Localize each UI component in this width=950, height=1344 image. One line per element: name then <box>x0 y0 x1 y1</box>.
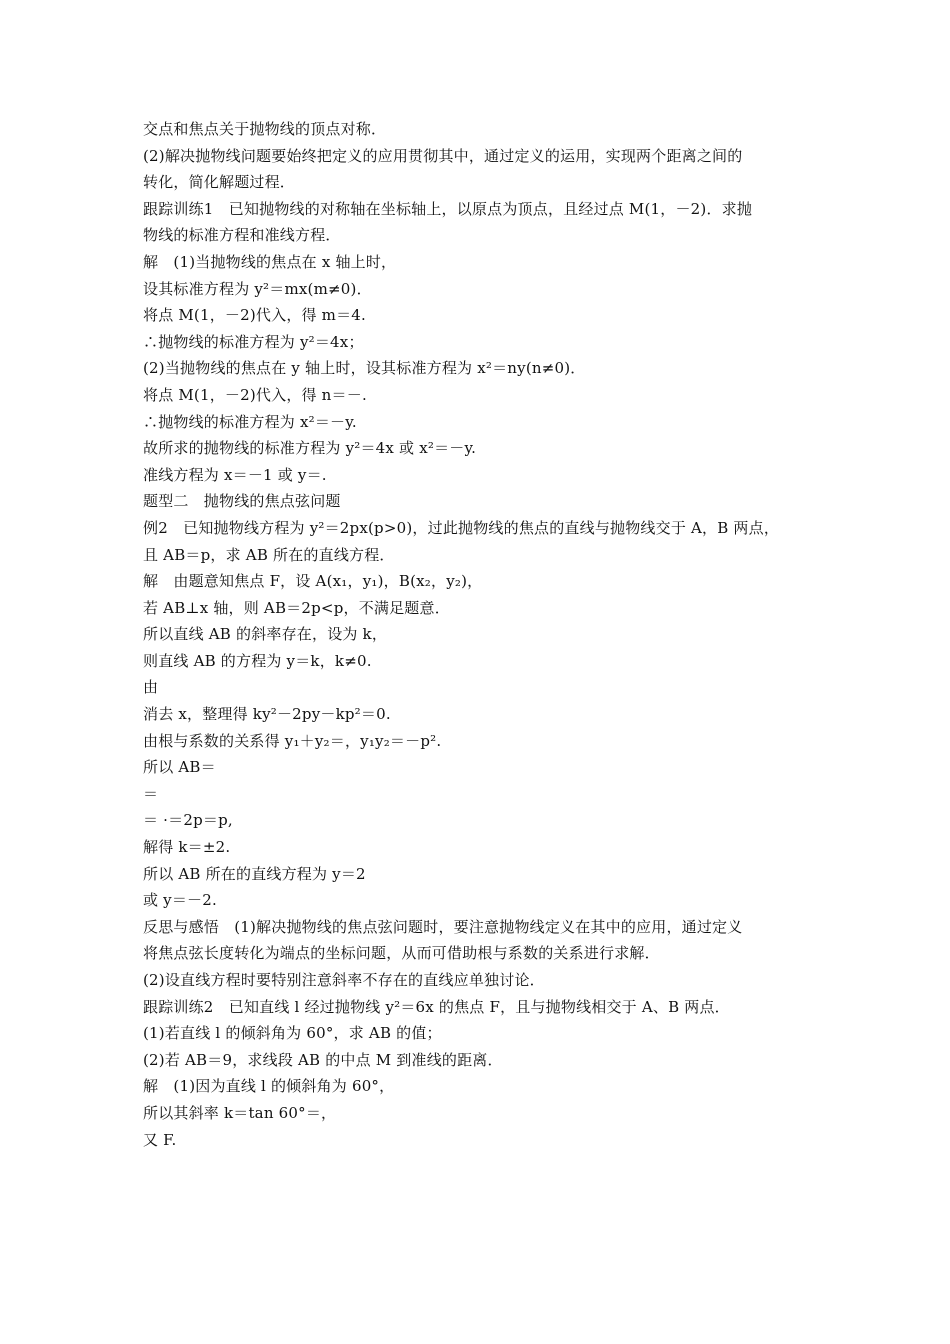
text-line: 且 AB＝p，求 AB 所在的直线方程． <box>143 545 395 564</box>
text-line: ∴抛物线的标准方程为 y²＝4x； <box>143 332 364 351</box>
text-line: ＝ <box>143 784 159 803</box>
text-line: 若 AB⊥x 轴，则 AB＝2p<p，不满足题意． <box>143 598 450 617</box>
text-line: (2)解决抛物线问题要始终把定义的应用贯彻其中，通过定义的运用，实现两个距离之间的 <box>143 146 743 165</box>
text-line: 所以其斜率 k＝tan 60°＝， <box>143 1103 337 1122</box>
text-line: 所以 AB＝ <box>143 758 216 777</box>
text-line: 跟踪训练2 已知直线 l 经过抛物线 y²＝6x 的焦点 F，且与抛物线相交于 A、B 两点． <box>143 997 730 1016</box>
text-line: (2)当抛物线的焦点在 y 轴上时，设其标准方程为 x²＝ny(n≠0)． <box>143 359 586 378</box>
text-line: 由 <box>143 678 159 697</box>
text-line: 解 由题意知焦点 F，设 A(x₁，y₁)，B(x₂，y₂)， <box>143 572 483 591</box>
text-line: 消去 x，整理得 ky²－2py－kp²＝0. <box>143 705 391 724</box>
text-line: (2)设直线方程时要特别注意斜率不存在的直线应单独讨论． <box>143 971 545 989</box>
text-line: ＝ ·＝2p＝p, <box>143 811 233 830</box>
text-line: (2)若 AB＝9，求线段 AB 的中点 M 到准线的距离． <box>143 1050 503 1069</box>
text-line: 准线方程为 x＝－1 或 y＝. <box>143 465 327 484</box>
text-line: 所以直线 AB 的斜率存在，设为 k， <box>143 625 388 644</box>
text-line: (1)若直线 l 的倾斜角为 60°，求 AB 的值； <box>143 1024 442 1043</box>
text-line: 或 y＝－2. <box>143 891 217 910</box>
text-line: 将点 M(1，－2)代入，得 n＝－. <box>143 385 367 404</box>
document-page <box>143 116 823 1153</box>
text-line: 跟踪训练1 已知抛物线的对称轴在坐标轴上，以原点为顶点，且经过点 M(1，－2)．求抛 <box>143 199 753 218</box>
text-line: 例2 已知抛物线方程为 y²＝2px(p>0)，过此抛物线的焦点的直线与抛物线交于 A，B 两点， <box>143 518 780 537</box>
text-line: 又 F. <box>143 1130 177 1149</box>
text-line: 反思与感悟 (1)解决抛物线的焦点弦问题时，要注意抛物线定义在其中的应用，通过定义 <box>143 917 743 936</box>
text-line: 将点 M(1，－2)代入，得 m＝4. <box>143 306 367 325</box>
text-line: 物线的标准方程和准线方程． <box>143 226 341 245</box>
section-heading: 题型二 抛物线的焦点弦问题 <box>143 492 341 511</box>
text-line: 将焦点弦长度转化为端点的坐标问题，从而可借助根与系数的关系进行求解． <box>143 944 660 963</box>
text-line: 则直线 AB 的方程为 y＝k，k≠0. <box>143 651 372 670</box>
text-line: 设其标准方程为 y²＝mx(m≠0)． <box>143 279 372 298</box>
text-line: 故所求的抛物线的标准方程为 y²＝4x 或 x²＝－y. <box>143 439 477 458</box>
text-line: 所以 AB 所在的直线方程为 y＝2 <box>143 864 366 883</box>
text-line: 解 (1)当抛物线的焦点在 x 轴上时， <box>143 252 397 271</box>
text-line: 解得 k＝±2. <box>143 838 231 857</box>
text-line: 转化，简化解题过程． <box>143 173 296 192</box>
text-line: 由根与系数的关系得 y₁＋y₂＝，y₁y₂＝－p². <box>143 731 442 750</box>
text-line: 交点和焦点关于抛物线的顶点对称． <box>143 120 387 138</box>
text-line: 解 (1)因为直线 l 的倾斜角为 60°， <box>143 1077 395 1096</box>
text-line: ∴抛物线的标准方程为 x²＝－y. <box>143 412 357 431</box>
